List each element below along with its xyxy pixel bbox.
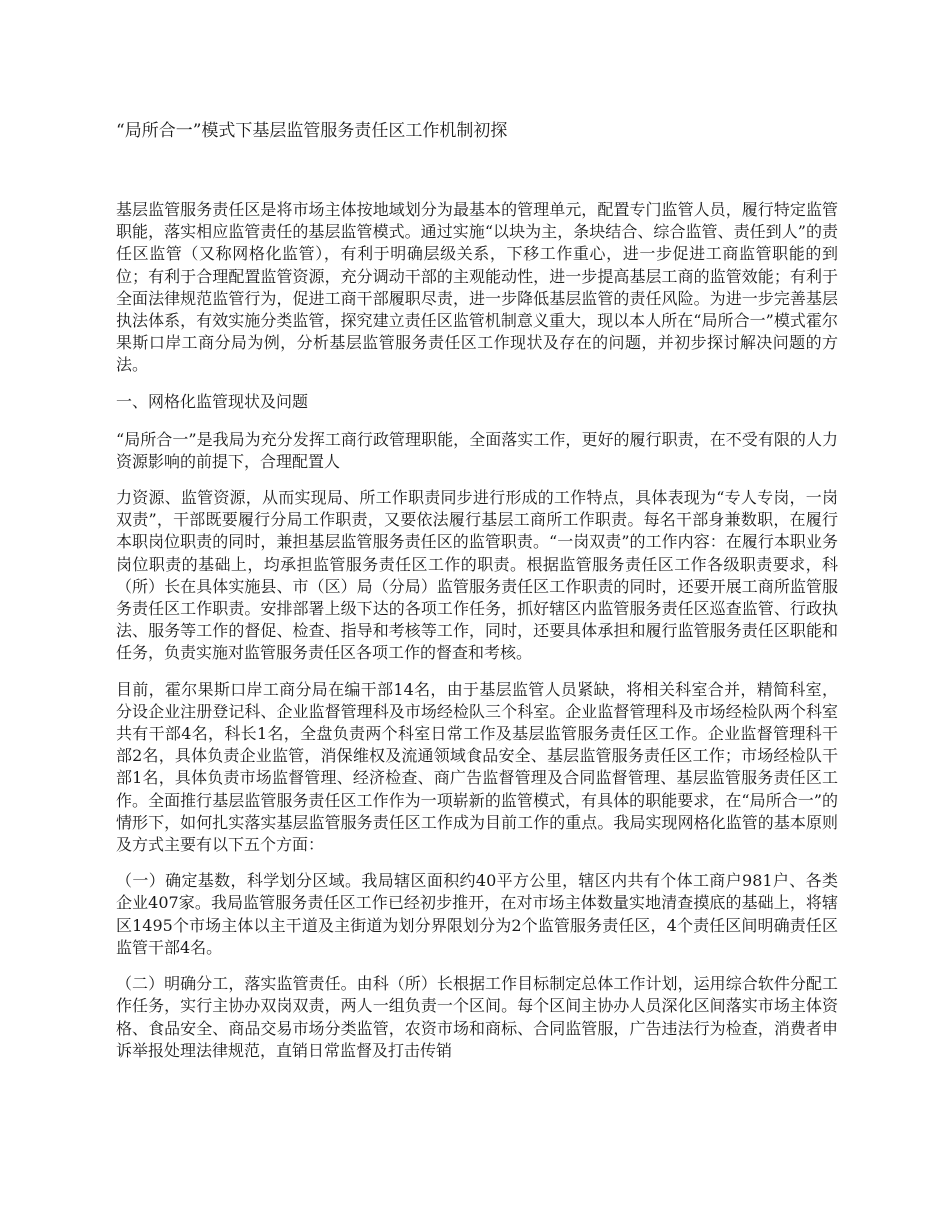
document-page [116, 118, 838, 1076]
body-paragraph: （一）确定基数，科学划分区域。我局辖区面积约40平方公里，辖区内共有个体工商户981户、各类企业407家。我局监管服务责任区工作已经初步推开，在对市场主体数量实地清查摸底的基础上，将辖区1495个市场主体以主干道及主街道为划分界限划分为2个监管服务责任区，4个责任区间明确责任区监管干部4名。 [116, 871, 838, 957]
intro-paragraph: 基层监管服务责任区是将市场主体按地域划分为最基本的管理单元，配置专门监管人员，履行特定监管职能，落实相应监管责任的基层监管模式。通过实施“以块为主，条块结合、综合监管、责任到人”的责任区监管（又称网格化监管），有利于明确层级关系，下移工作重心，进一步促进工商监管职能的到位；有利于合理配置监管资源，充分调动干部的主观能动性，进一步提高基层工商的监管效能；有利于全面法律规范监管行为，促进工商干部履职尽责，进一步降低基层监管的责任风险。为进一步完善基层执法体系，有效实施分类监管，探究建立责任区监管机制意义重大，现以本人所在“局所合一”模式霍尔果斯口岸工商分局为例，分析基层监管服务责任区工作现状及存在的问题，并初步探讨解决问题的方法。 [116, 200, 838, 375]
body-paragraph: 目前，霍尔果斯口岸工商分局在编干部14名，由于基层监管人员紧缺，将相关科室合并，精简科室，分设企业注册登记科、企业监督管理科及市场经检队三个科室。企业监督管理科及市场经检队两个科室共有干部4名，科长1名，全盘负责两个科室日常工作及基层监管服务责任区工作。企业监督管理科干部2名，具体负责企业监管，消保维权及流通领域食品安全、基层监管服务责任区工作；市场经检队干部1名，具体负责市场监督管理、经济检查、商广告监督管理及合同监督管理、基层监管服务责任区工作。全面推行基层监管服务责任区工作作为一项崭新的监管模式，有具体的职能要求，在“局所合一”的情形下，如何扎实落实基层监管服务责任区工作成为目前工作的重点。我局实现网格化监管的基本原则及方式主要有以下五个方面： [116, 679, 838, 855]
body-paragraph: “局所合一”是我局为充分发挥工商行政管理职能，全面落实工作，更好的履行职责，在不受有限的人力资源影响的前提下，合理配置人 [116, 429, 838, 471]
body-paragraph: （二）明确分工，落实监管责任。由科（所）长根据工作目标制定总体工作计划，运用综合软件分配工作任务，实行主协办双岗双责，两人一组负责一个区间。每个区间主协办人员深化区间落实市场主体资格、食品安全、商品交易市场分类监管，农资市场和商标、合同监管服，广告违法行为检查，消费者申诉举报处理法律规范，直销日常监督及打击传销 [116, 974, 838, 1060]
section-heading: 一、网格化监管现状及问题 [116, 391, 309, 411]
body-paragraph: 力资源、监管资源，从而实现局、所工作职责同步进行形成的工作特点，具体表现为“专人专岗，一岗双责”，干部既要履行分局工作职责，又要依法履行基层工商所工作职责。每名干部身兼数职，在履行本职岗位职责的同时，兼担基层监管服务责任区的监管职责。“一岗双责”的工作内容：在履行本职业务岗位职责的基础上，均承担监管服务责任区工作的职责。根据监管服务责任区工作各级职责要求，科（所）长在具体实施县、市（区）局（分局）监管服务责任区工作职责的同时，还要开展工商所监管服务责任区工作职责。安排部署上级下达的各项工作任务，抓好辖区内监管服务责任区巡查监管、行政执法、服务等工作的督促、检查、指导和考核等工作，同时，还要具体承担和履行监管服务责任区职能和任务，负责实施对监管服务责任区各项工作的督查和考核。 [116, 488, 838, 663]
document-title: “局所合一”模式下基层监管服务责任区工作机制初探 [116, 121, 508, 141]
